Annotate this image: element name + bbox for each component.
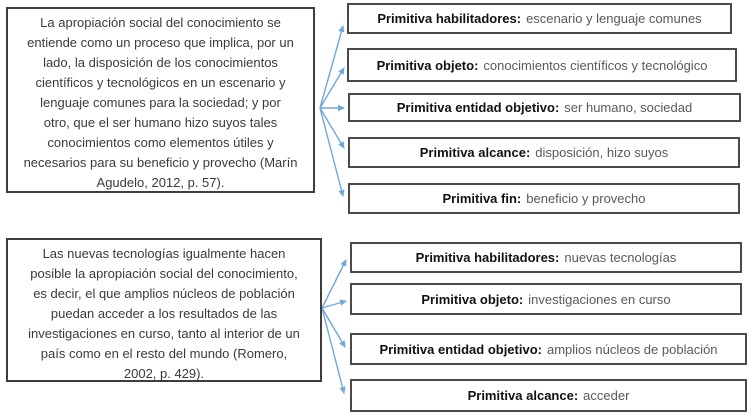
primitive-box-objeto-2 bbox=[350, 283, 742, 315]
primitive-label: Primitiva habilitadores: bbox=[377, 11, 522, 26]
primitive-value: ser humano, sociedad bbox=[564, 100, 693, 115]
primitive-label: Primitiva fin: bbox=[442, 191, 522, 206]
primitive-value: acceder bbox=[583, 388, 630, 403]
source-line: La apropiación social del conocimiento se bbox=[40, 15, 281, 30]
primitive-label: Primitiva habilitadores: bbox=[415, 250, 560, 265]
source-line: conocimientos como elementos útiles y bbox=[47, 135, 274, 150]
primitive-label: Primitiva alcance: bbox=[419, 145, 531, 160]
source-line: Agudelo, 2012, p. 57). bbox=[96, 175, 225, 190]
source-line: posible la apropiación social del conocimiento, bbox=[30, 266, 298, 281]
primitive-label: Primitiva objeto: bbox=[421, 291, 524, 307]
source-quote-box-1 bbox=[6, 7, 315, 193]
primitive-label: Primitiva alcance: bbox=[467, 388, 579, 403]
primitive-box-fin-1 bbox=[348, 183, 740, 214]
primitive-box-entidad-objetivo-2 bbox=[350, 333, 747, 365]
source-line: entiende como un proceso que implica, por un bbox=[27, 35, 294, 50]
primitive-value: investigaciones en curso bbox=[528, 291, 671, 307]
primitive-value: conocimientos científicos y tecnológico bbox=[483, 57, 708, 73]
source-quote-box-2 bbox=[6, 238, 322, 382]
primitive-value: beneficio y provecho bbox=[526, 191, 646, 206]
source-line: puedan acceder a los resultados de las bbox=[50, 306, 278, 321]
source-line: Las nuevas tecnologías igualmente hacen bbox=[42, 246, 286, 261]
primitive-box-habilitadores-2 bbox=[350, 242, 742, 273]
primitive-box-entidad-objetivo-1 bbox=[348, 93, 741, 122]
source-line: es decir, el que amplios núcleos de población bbox=[33, 286, 295, 301]
source-line: lenguaje comunes para la sociedad; y por bbox=[40, 95, 281, 110]
source-line: lado, la disposición de los conocimientos bbox=[43, 55, 278, 70]
primitive-box-alcance-1 bbox=[348, 137, 740, 168]
source-line: país como en el resto del mundo (Romero, bbox=[40, 346, 288, 361]
source-line: 2002, p. 429). bbox=[123, 366, 205, 381]
primitive-box-objeto-1 bbox=[347, 48, 737, 82]
primitive-value: disposición, hizo suyos bbox=[535, 145, 669, 160]
source-line: necesarios para su beneficio y provecho (Marín bbox=[23, 155, 298, 170]
connector-fan-top bbox=[320, 26, 344, 196]
primitive-label: Primitiva entidad objetivo: bbox=[379, 341, 542, 357]
source-line: científicos y tecnológicos en un escenario y bbox=[35, 75, 286, 90]
primitive-value: amplios núcleos de población bbox=[546, 341, 718, 357]
primitive-box-habilitadores-1 bbox=[347, 3, 732, 34]
primitive-label: Primitiva entidad objetivo: bbox=[396, 100, 560, 115]
connector-fan-bottom bbox=[322, 260, 346, 393]
source-line: investigaciones en curso, tanto al interior de un bbox=[28, 326, 300, 341]
primitive-label: Primitiva objeto: bbox=[376, 57, 479, 73]
primitive-box-alcance-2 bbox=[350, 379, 747, 412]
source-line: otro, que el ser humano hizo suyos tales bbox=[43, 115, 278, 130]
primitive-value: nuevas tecnologías bbox=[564, 250, 677, 265]
primitive-value: escenario y lenguaje comunes bbox=[526, 11, 702, 26]
